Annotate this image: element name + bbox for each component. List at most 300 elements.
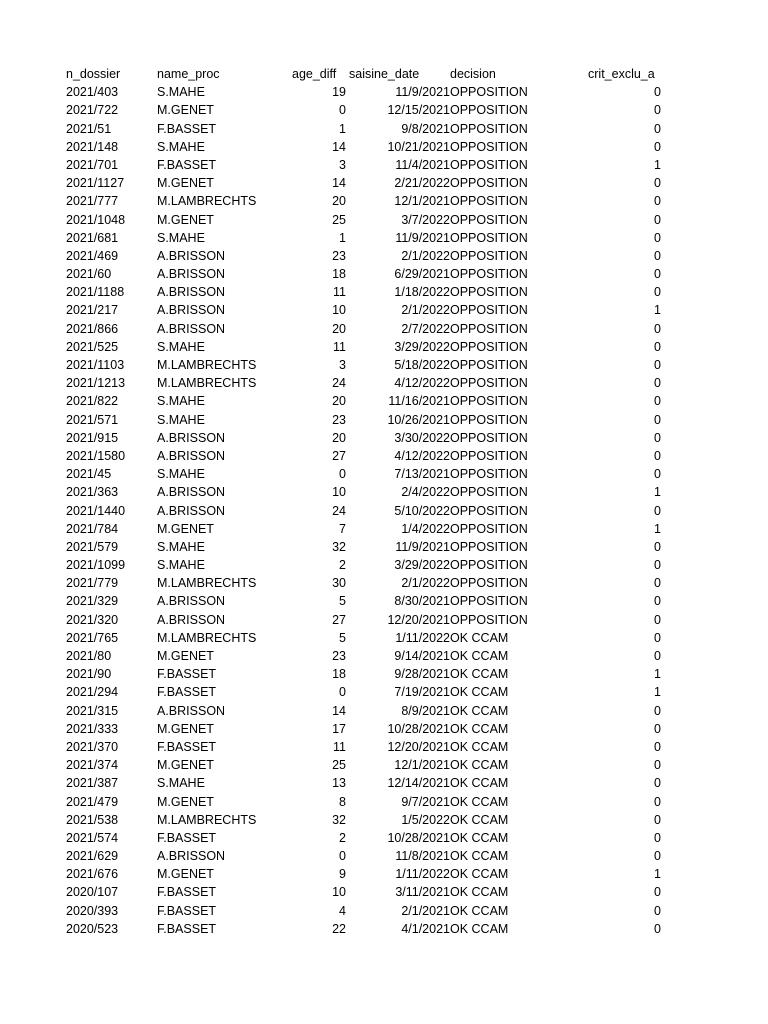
cell-decision[interactable]: OPPOSITION — [450, 430, 528, 445]
cell-n-dossier[interactable]: 2021/765 — [66, 630, 119, 645]
cell-age-diff[interactable]: 10 — [332, 485, 346, 500]
cell-age-diff[interactable]: 5 — [339, 594, 346, 609]
cell-age-diff[interactable]: 18 — [332, 667, 346, 682]
cell-saisine-date[interactable]: 2/1/2022 — [401, 576, 450, 591]
cell-decision[interactable]: OPPOSITION — [450, 612, 528, 627]
table-row — [66, 211, 666, 229]
cell-age-diff[interactable]: 11 — [333, 739, 346, 754]
cell-n-dossier[interactable]: 2021/217 — [66, 303, 119, 318]
cell-name-proc[interactable]: A.BRISSON — [157, 430, 226, 445]
cell-name-proc[interactable]: M.GENET — [157, 521, 214, 536]
cell-saisine-date[interactable]: 11/16/2021 — [388, 394, 450, 409]
cell-decision[interactable]: OPPOSITION — [450, 558, 528, 573]
cell-saisine-date[interactable]: 7/19/2021 — [394, 685, 450, 700]
cell-decision[interactable]: OPPOSITION — [450, 467, 528, 482]
cell-name-proc[interactable]: S.MAHE — [157, 339, 205, 354]
cell-n-dossier[interactable]: 2021/90 — [66, 667, 112, 682]
cell-crit-exclu-a[interactable]: 0 — [654, 503, 661, 518]
table-row — [66, 611, 666, 629]
cell-crit-exclu-a[interactable]: 0 — [654, 339, 661, 354]
table-row — [66, 738, 666, 756]
header-age-diff[interactable]: age_diff — [292, 67, 337, 81]
cell-n-dossier[interactable]: 2021/403 — [66, 85, 119, 100]
cell-name-proc[interactable]: M.GENET — [157, 176, 214, 191]
cell-name-proc[interactable]: M.GENET — [157, 867, 214, 882]
cell-decision[interactable]: OPPOSITION — [450, 267, 528, 282]
cell-n-dossier[interactable]: 2021/333 — [66, 721, 119, 736]
cell-age-diff[interactable]: 25 — [332, 212, 346, 227]
cell-age-diff[interactable]: 20 — [332, 194, 346, 209]
cell-decision[interactable]: OPPOSITION — [450, 285, 528, 300]
cell-decision[interactable]: OK CCAM — [450, 794, 509, 809]
cell-n-dossier[interactable]: 2021/915 — [66, 430, 119, 445]
header-name-proc[interactable]: name_proc — [157, 67, 220, 81]
cell-decision[interactable]: OK CCAM — [450, 812, 509, 827]
cell-name-proc[interactable]: S.MAHE — [157, 558, 205, 573]
cell-crit-exclu-a[interactable]: 0 — [654, 121, 661, 136]
cell-decision[interactable]: OPPOSITION — [450, 194, 528, 209]
cell-age-diff[interactable]: 13 — [332, 776, 346, 791]
cell-crit-exclu-a[interactable]: 0 — [654, 358, 661, 372]
cell-saisine-date[interactable]: 8/9/2021 — [401, 703, 450, 718]
cell-saisine-date[interactable]: 3/29/2022 — [394, 339, 450, 354]
cell-age-diff[interactable]: 27 — [332, 448, 346, 463]
cell-n-dossier[interactable]: 2021/1213 — [66, 376, 126, 391]
cell-saisine-date[interactable]: 5/10/2022 — [394, 503, 450, 518]
cell-n-dossier[interactable]: 2021/701 — [66, 157, 119, 172]
cell-saisine-date[interactable]: 4/1/2021 — [401, 921, 450, 936]
cell-n-dossier[interactable]: 2021/374 — [66, 758, 119, 773]
cell-saisine-date[interactable]: 4/12/2022 — [394, 376, 450, 391]
cell-saisine-date[interactable]: 11/9/2021 — [395, 85, 450, 100]
cell-saisine-date[interactable]: 2/4/2022 — [401, 485, 450, 500]
cell-n-dossier[interactable]: 2021/1103 — [66, 358, 125, 372]
cell-name-proc[interactable]: M.LAMBRECHTS — [157, 358, 257, 372]
table-row — [66, 229, 666, 247]
cell-n-dossier[interactable]: 2021/45 — [66, 467, 112, 482]
cell-name-proc[interactable]: A.BRISSON — [157, 248, 226, 263]
cell-decision[interactable]: OK CCAM — [450, 667, 509, 682]
cell-decision[interactable]: OPPOSITION — [450, 85, 528, 100]
cell-crit-exclu-a[interactable]: 0 — [654, 103, 661, 118]
cell-age-diff[interactable]: 9 — [339, 867, 346, 882]
cell-crit-exclu-a[interactable]: 0 — [654, 576, 661, 591]
header-n-dossier[interactable]: n_dossier — [66, 67, 121, 81]
cell-name-proc[interactable]: A.BRISSON — [157, 503, 226, 518]
cell-n-dossier[interactable]: 2021/676 — [66, 867, 119, 882]
cell-name-proc[interactable]: F.BASSET — [157, 685, 217, 700]
cell-saisine-date[interactable]: 3/29/2022 — [394, 558, 450, 573]
cell-decision[interactable]: OPPOSITION — [450, 176, 528, 191]
cell-n-dossier[interactable]: 2021/329 — [66, 594, 119, 609]
cell-decision[interactable]: OPPOSITION — [450, 121, 528, 136]
cell-n-dossier[interactable]: 2021/294 — [66, 685, 119, 700]
cell-crit-exclu-a[interactable]: 1 — [654, 303, 661, 318]
cell-saisine-date[interactable]: 10/26/2021 — [387, 412, 450, 427]
cell-crit-exclu-a[interactable]: 0 — [654, 430, 661, 445]
cell-crit-exclu-a[interactable]: 0 — [654, 903, 661, 918]
cell-name-proc[interactable]: F.BASSET — [157, 885, 217, 900]
cell-crit-exclu-a[interactable]: 0 — [654, 758, 661, 773]
cell-age-diff[interactable]: 11 — [333, 285, 346, 300]
cell-decision[interactable]: OPPOSITION — [450, 376, 528, 391]
cell-age-diff[interactable]: 18 — [332, 267, 346, 282]
cell-crit-exclu-a[interactable]: 1 — [654, 157, 661, 172]
cell-age-diff[interactable]: 23 — [332, 248, 346, 263]
cell-saisine-date[interactable]: 10/21/2021 — [387, 139, 450, 154]
cell-crit-exclu-a[interactable]: 0 — [654, 612, 661, 627]
header-crit-exclu-a[interactable]: crit_exclu_a — [588, 67, 655, 81]
cell-n-dossier[interactable]: 2021/1440 — [66, 503, 126, 518]
cell-name-proc[interactable]: S.MAHE — [157, 394, 205, 409]
cell-n-dossier[interactable]: 2021/722 — [66, 103, 119, 118]
cell-decision[interactable]: OPPOSITION — [450, 230, 528, 245]
cell-n-dossier[interactable]: 2021/1099 — [66, 558, 126, 573]
cell-name-proc[interactable]: M.LAMBRECHTS — [157, 630, 257, 645]
cell-crit-exclu-a[interactable]: 0 — [654, 794, 661, 809]
cell-name-proc[interactable]: F.BASSET — [157, 739, 217, 754]
cell-name-proc[interactable]: M.LAMBRECHTS — [157, 812, 257, 827]
cell-age-diff[interactable]: 27 — [332, 612, 346, 627]
cell-name-proc[interactable]: M.LAMBRECHTS — [157, 194, 257, 209]
cell-decision[interactable]: OPPOSITION — [450, 503, 528, 518]
cell-crit-exclu-a[interactable]: 0 — [654, 630, 661, 645]
cell-saisine-date[interactable]: 12/1/2021 — [394, 194, 450, 209]
cell-name-proc[interactable]: S.MAHE — [157, 230, 205, 245]
cell-name-proc[interactable]: F.BASSET — [157, 121, 217, 136]
cell-n-dossier[interactable]: 2021/387 — [66, 776, 119, 791]
cell-crit-exclu-a[interactable]: 0 — [654, 248, 661, 263]
cell-age-diff[interactable]: 20 — [332, 394, 346, 409]
cell-saisine-date[interactable]: 3/11/2021 — [395, 885, 450, 900]
header-decision[interactable]: decision — [450, 67, 496, 81]
cell-crit-exclu-a[interactable]: 0 — [654, 285, 661, 300]
cell-crit-exclu-a[interactable]: 1 — [654, 667, 661, 682]
cell-n-dossier[interactable]: 2021/525 — [66, 339, 119, 354]
cell-decision[interactable]: OPPOSITION — [450, 412, 528, 427]
cell-age-diff[interactable]: 10 — [332, 303, 346, 318]
cell-age-diff[interactable]: 4 — [339, 903, 346, 918]
cell-n-dossier[interactable]: 2021/779 — [66, 576, 119, 591]
cell-decision[interactable]: OPPOSITION — [450, 139, 528, 154]
table-row — [66, 156, 666, 174]
cell-n-dossier[interactable]: 2020/523 — [66, 921, 119, 936]
table-row — [66, 811, 666, 829]
cell-n-dossier[interactable]: 2021/370 — [66, 739, 119, 754]
cell-crit-exclu-a[interactable]: 0 — [654, 394, 661, 409]
cell-name-proc[interactable]: A.BRISSON — [157, 612, 226, 627]
cell-decision[interactable]: OPPOSITION — [450, 339, 528, 354]
cell-n-dossier[interactable]: 2021/538 — [66, 812, 119, 827]
cell-saisine-date[interactable]: 4/12/2022 — [394, 448, 450, 463]
cell-decision[interactable]: OK CCAM — [450, 739, 509, 754]
cell-saisine-date[interactable]: 2/1/2022 — [401, 248, 450, 263]
cell-decision[interactable]: OPPOSITION — [450, 394, 528, 409]
cell-name-proc[interactable]: F.BASSET — [157, 903, 217, 918]
cell-n-dossier[interactable]: 2021/51 — [66, 121, 112, 136]
cell-saisine-date[interactable]: 1/4/2022 — [401, 521, 450, 536]
cell-crit-exclu-a[interactable]: 1 — [654, 867, 661, 882]
cell-decision[interactable]: OK CCAM — [450, 721, 509, 736]
cell-crit-exclu-a[interactable]: 0 — [654, 721, 661, 736]
cell-crit-exclu-a[interactable]: 0 — [654, 649, 661, 663]
cell-saisine-date[interactable]: 1/11/2022 — [395, 630, 450, 645]
cell-n-dossier[interactable]: 2021/1048 — [66, 212, 126, 227]
cell-name-proc[interactable]: M.GENET — [157, 721, 214, 736]
cell-decision[interactable]: OK CCAM — [450, 630, 509, 645]
cell-decision[interactable]: OPPOSITION — [450, 485, 528, 500]
cell-crit-exclu-a[interactable]: 0 — [654, 321, 661, 336]
cell-decision[interactable]: OK CCAM — [450, 776, 509, 791]
cell-age-diff[interactable]: 25 — [332, 758, 346, 773]
cell-decision[interactable]: OPPOSITION — [450, 303, 528, 318]
cell-name-proc[interactable]: M.GENET — [157, 212, 214, 227]
cell-age-diff[interactable]: 3 — [339, 157, 346, 172]
cell-crit-exclu-a[interactable]: 0 — [654, 376, 661, 391]
cell-n-dossier[interactable]: 2021/866 — [66, 321, 119, 336]
cell-decision[interactable]: OPPOSITION — [450, 576, 528, 591]
cell-crit-exclu-a[interactable]: 0 — [654, 594, 661, 609]
cell-crit-exclu-a[interactable]: 0 — [654, 776, 661, 791]
cell-decision[interactable]: OPPOSITION — [450, 157, 528, 172]
cell-n-dossier[interactable]: 2021/479 — [66, 794, 119, 809]
table-row — [66, 829, 666, 847]
cell-n-dossier[interactable]: 2020/107 — [66, 885, 119, 900]
cell-name-proc[interactable]: A.BRISSON — [157, 321, 226, 336]
cell-crit-exclu-a[interactable]: 1 — [654, 485, 661, 500]
cell-saisine-date[interactable]: 6/29/2021 — [394, 267, 450, 282]
cell-saisine-date[interactable]: 11/8/2021 — [395, 849, 450, 864]
cell-crit-exclu-a[interactable]: 1 — [654, 521, 661, 536]
table-row — [66, 174, 666, 192]
cell-saisine-date[interactable]: 7/13/2021 — [394, 467, 450, 482]
cell-name-proc[interactable]: A.BRISSON — [157, 485, 226, 500]
cell-decision[interactable]: OK CCAM — [450, 649, 509, 663]
cell-saisine-date[interactable]: 2/21/2022 — [394, 176, 450, 191]
table-row — [66, 101, 666, 119]
cell-name-proc[interactable]: M.GENET — [157, 794, 214, 809]
cell-saisine-date[interactable]: 10/28/2021 — [387, 721, 450, 736]
cell-age-diff[interactable]: 10 — [332, 885, 346, 900]
cell-decision[interactable]: OPPOSITION — [450, 358, 528, 372]
cell-crit-exclu-a[interactable]: 0 — [654, 812, 661, 827]
cell-age-diff[interactable]: 24 — [332, 376, 346, 391]
cell-age-diff[interactable]: 32 — [332, 812, 346, 827]
cell-crit-exclu-a[interactable]: 0 — [654, 539, 661, 554]
cell-n-dossier[interactable]: 2021/1127 — [66, 176, 125, 191]
cell-age-diff[interactable]: 1 — [339, 121, 346, 136]
cell-saisine-date[interactable]: 11/9/2021 — [395, 230, 450, 245]
cell-saisine-date[interactable]: 3/30/2022 — [394, 430, 450, 445]
cell-name-proc[interactable]: M.GENET — [157, 758, 214, 773]
cell-crit-exclu-a[interactable]: 0 — [654, 139, 661, 154]
cell-age-diff[interactable]: 5 — [339, 630, 346, 645]
cell-name-proc[interactable]: S.MAHE — [157, 139, 205, 154]
cell-crit-exclu-a[interactable]: 0 — [654, 267, 661, 282]
cell-name-proc[interactable]: F.BASSET — [157, 157, 217, 172]
cell-crit-exclu-a[interactable]: 0 — [654, 194, 661, 209]
cell-crit-exclu-a[interactable]: 0 — [654, 703, 661, 718]
cell-n-dossier[interactable]: 2021/681 — [66, 230, 119, 245]
cell-decision[interactable]: OK CCAM — [450, 758, 509, 773]
cell-n-dossier[interactable]: 2021/784 — [66, 521, 119, 536]
cell-crit-exclu-a[interactable]: 0 — [654, 921, 661, 936]
cell-n-dossier[interactable]: 2021/469 — [66, 248, 119, 263]
cell-crit-exclu-a[interactable]: 0 — [654, 467, 661, 482]
cell-saisine-date[interactable]: 1/11/2022 — [395, 867, 450, 882]
cell-age-diff[interactable]: 0 — [339, 685, 346, 700]
cell-crit-exclu-a[interactable]: 0 — [654, 885, 661, 900]
cell-crit-exclu-a[interactable]: 0 — [654, 176, 661, 191]
cell-name-proc[interactable]: M.LAMBRECHTS — [157, 376, 257, 391]
cell-name-proc[interactable]: F.BASSET — [157, 830, 217, 845]
cell-name-proc[interactable]: S.MAHE — [157, 412, 205, 427]
cell-crit-exclu-a[interactable]: 0 — [654, 448, 661, 463]
cell-decision[interactable]: OK CCAM — [450, 867, 509, 882]
cell-age-diff[interactable]: 14 — [332, 139, 346, 154]
cell-age-diff[interactable]: 23 — [332, 649, 346, 663]
cell-decision[interactable]: OPPOSITION — [450, 594, 528, 609]
cell-crit-exclu-a[interactable]: 1 — [654, 685, 661, 700]
cell-crit-exclu-a[interactable]: 0 — [654, 85, 661, 100]
cell-n-dossier[interactable]: 2021/363 — [66, 485, 119, 500]
cell-name-proc[interactable]: A.BRISSON — [157, 303, 226, 318]
cell-saisine-date[interactable]: 8/30/2021 — [394, 594, 450, 609]
cell-n-dossier[interactable]: 2021/579 — [66, 539, 119, 554]
cell-n-dossier[interactable]: 2021/629 — [66, 849, 119, 864]
cell-saisine-date[interactable]: 12/14/2021 — [387, 776, 450, 791]
cell-crit-exclu-a[interactable]: 0 — [654, 739, 661, 754]
cell-saisine-date[interactable]: 1/5/2022 — [401, 812, 450, 827]
cell-name-proc[interactable]: M.GENET — [157, 649, 214, 663]
cell-age-diff[interactable]: 24 — [332, 503, 346, 518]
cell-n-dossier[interactable]: 2021/574 — [66, 830, 119, 845]
cell-saisine-date[interactable]: 9/7/2021 — [401, 794, 450, 809]
cell-n-dossier[interactable]: 2021/777 — [66, 194, 119, 209]
cell-age-diff[interactable]: 30 — [332, 576, 346, 591]
cell-decision[interactable]: OK CCAM — [450, 921, 509, 936]
cell-saisine-date[interactable]: 2/1/2022 — [401, 303, 450, 318]
table-row — [66, 774, 666, 792]
cell-age-diff[interactable]: 7 — [339, 521, 346, 536]
cell-name-proc[interactable]: M.LAMBRECHTS — [157, 576, 257, 591]
cell-name-proc[interactable]: A.BRISSON — [157, 703, 226, 718]
cell-name-proc[interactable]: M.GENET — [157, 103, 214, 118]
cell-saisine-date[interactable]: 1/18/2022 — [394, 285, 450, 300]
table-row — [66, 702, 666, 720]
table-row — [66, 429, 666, 447]
cell-name-proc[interactable]: S.MAHE — [157, 85, 205, 100]
cell-decision[interactable]: OPPOSITION — [450, 212, 528, 227]
cell-decision[interactable]: OK CCAM — [450, 703, 509, 718]
cell-n-dossier[interactable]: 2021/320 — [66, 612, 119, 627]
cell-age-diff[interactable]: 2 — [339, 830, 346, 845]
cell-age-diff[interactable]: 3 — [339, 358, 346, 372]
cell-decision[interactable]: OPPOSITION — [450, 539, 528, 554]
cell-saisine-date[interactable]: 2/7/2022 — [401, 321, 450, 336]
cell-age-diff[interactable]: 17 — [332, 721, 346, 736]
cell-crit-exclu-a[interactable]: 0 — [654, 230, 661, 245]
cell-n-dossier[interactable]: 2021/1188 — [66, 285, 125, 300]
cell-decision[interactable]: OK CCAM — [450, 849, 509, 864]
cell-saisine-date[interactable]: 12/1/2021 — [394, 758, 450, 773]
cell-n-dossier[interactable]: 2021/315 — [66, 703, 119, 718]
cell-age-diff[interactable]: 20 — [332, 430, 346, 445]
cell-age-diff[interactable]: 2 — [339, 558, 346, 573]
cell-crit-exclu-a[interactable]: 0 — [654, 849, 661, 864]
cell-saisine-date[interactable]: 3/7/2022 — [401, 212, 450, 227]
cell-age-diff[interactable]: 19 — [332, 85, 346, 100]
cell-age-diff[interactable]: 11 — [333, 339, 346, 354]
cell-saisine-date[interactable]: 2/1/2021 — [401, 903, 450, 918]
cell-n-dossier[interactable]: 2021/80 — [66, 649, 112, 663]
cell-name-proc[interactable]: S.MAHE — [157, 467, 205, 482]
cell-age-diff[interactable]: 0 — [339, 849, 346, 864]
cell-age-diff[interactable]: 32 — [332, 539, 346, 554]
cell-crit-exclu-a[interactable]: 0 — [654, 558, 661, 573]
cell-decision[interactable]: OPPOSITION — [450, 448, 528, 463]
cell-age-diff[interactable]: 14 — [332, 703, 346, 718]
cell-n-dossier[interactable]: 2021/571 — [66, 412, 119, 427]
cell-saisine-date[interactable]: 10/28/2021 — [387, 830, 450, 845]
cell-decision[interactable]: OK CCAM — [450, 830, 509, 845]
cell-age-diff[interactable]: 23 — [332, 412, 346, 427]
cell-crit-exclu-a[interactable]: 0 — [654, 830, 661, 845]
cell-saisine-date[interactable]: 12/15/2021 — [387, 103, 450, 118]
cell-n-dossier[interactable]: 2021/60 — [66, 267, 112, 282]
cell-decision[interactable]: OPPOSITION — [450, 521, 528, 536]
cell-age-diff[interactable]: 8 — [339, 794, 346, 809]
cell-n-dossier[interactable]: 2021/822 — [66, 394, 119, 409]
cell-age-diff[interactable]: 0 — [339, 103, 346, 118]
cell-name-proc[interactable]: F.BASSET — [157, 921, 217, 936]
cell-age-diff[interactable]: 20 — [332, 321, 346, 336]
cell-age-diff[interactable]: 0 — [339, 467, 346, 482]
cell-saisine-date[interactable]: 12/20/2021 — [387, 739, 450, 754]
cell-saisine-date[interactable]: 12/20/2021 — [387, 612, 450, 627]
cell-decision[interactable]: OK CCAM — [450, 685, 509, 700]
cell-saisine-date[interactable]: 5/18/2022 — [394, 358, 450, 372]
cell-decision[interactable]: OPPOSITION — [450, 321, 528, 336]
cell-decision[interactable]: OPPOSITION — [450, 103, 528, 118]
cell-name-proc[interactable]: A.BRISSON — [157, 448, 226, 463]
cell-n-dossier[interactable]: 2021/1580 — [66, 448, 126, 463]
cell-name-proc[interactable]: A.BRISSON — [157, 267, 226, 282]
cell-decision[interactable]: OK CCAM — [450, 885, 509, 900]
cell-saisine-date[interactable]: 11/4/2021 — [395, 157, 450, 172]
header-saisine-date[interactable]: saisine_date — [349, 67, 420, 81]
cell-name-proc[interactable]: A.BRISSON — [157, 285, 226, 300]
cell-age-diff[interactable]: 14 — [332, 176, 346, 191]
cell-age-diff[interactable]: 1 — [339, 230, 346, 245]
cell-name-proc[interactable]: F.BASSET — [157, 667, 217, 682]
cell-age-diff[interactable]: 22 — [332, 921, 346, 936]
cell-crit-exclu-a[interactable]: 0 — [654, 412, 661, 427]
cell-crit-exclu-a[interactable]: 0 — [654, 212, 661, 227]
cell-decision[interactable]: OPPOSITION — [450, 248, 528, 263]
cell-saisine-date[interactable]: 9/8/2021 — [401, 121, 450, 136]
cell-saisine-date[interactable]: 9/28/2021 — [394, 667, 450, 682]
cell-saisine-date[interactable]: 11/9/2021 — [395, 539, 450, 554]
cell-name-proc[interactable]: A.BRISSON — [157, 849, 226, 864]
cell-name-proc[interactable]: S.MAHE — [157, 539, 205, 554]
cell-n-dossier[interactable]: 2020/393 — [66, 903, 119, 918]
cell-saisine-date[interactable]: 9/14/2021 — [394, 649, 450, 663]
cell-n-dossier[interactable]: 2021/148 — [66, 139, 119, 154]
cell-name-proc[interactable]: S.MAHE — [157, 776, 205, 791]
cell-decision[interactable]: OK CCAM — [450, 903, 509, 918]
cell-name-proc[interactable]: A.BRISSON — [157, 594, 226, 609]
